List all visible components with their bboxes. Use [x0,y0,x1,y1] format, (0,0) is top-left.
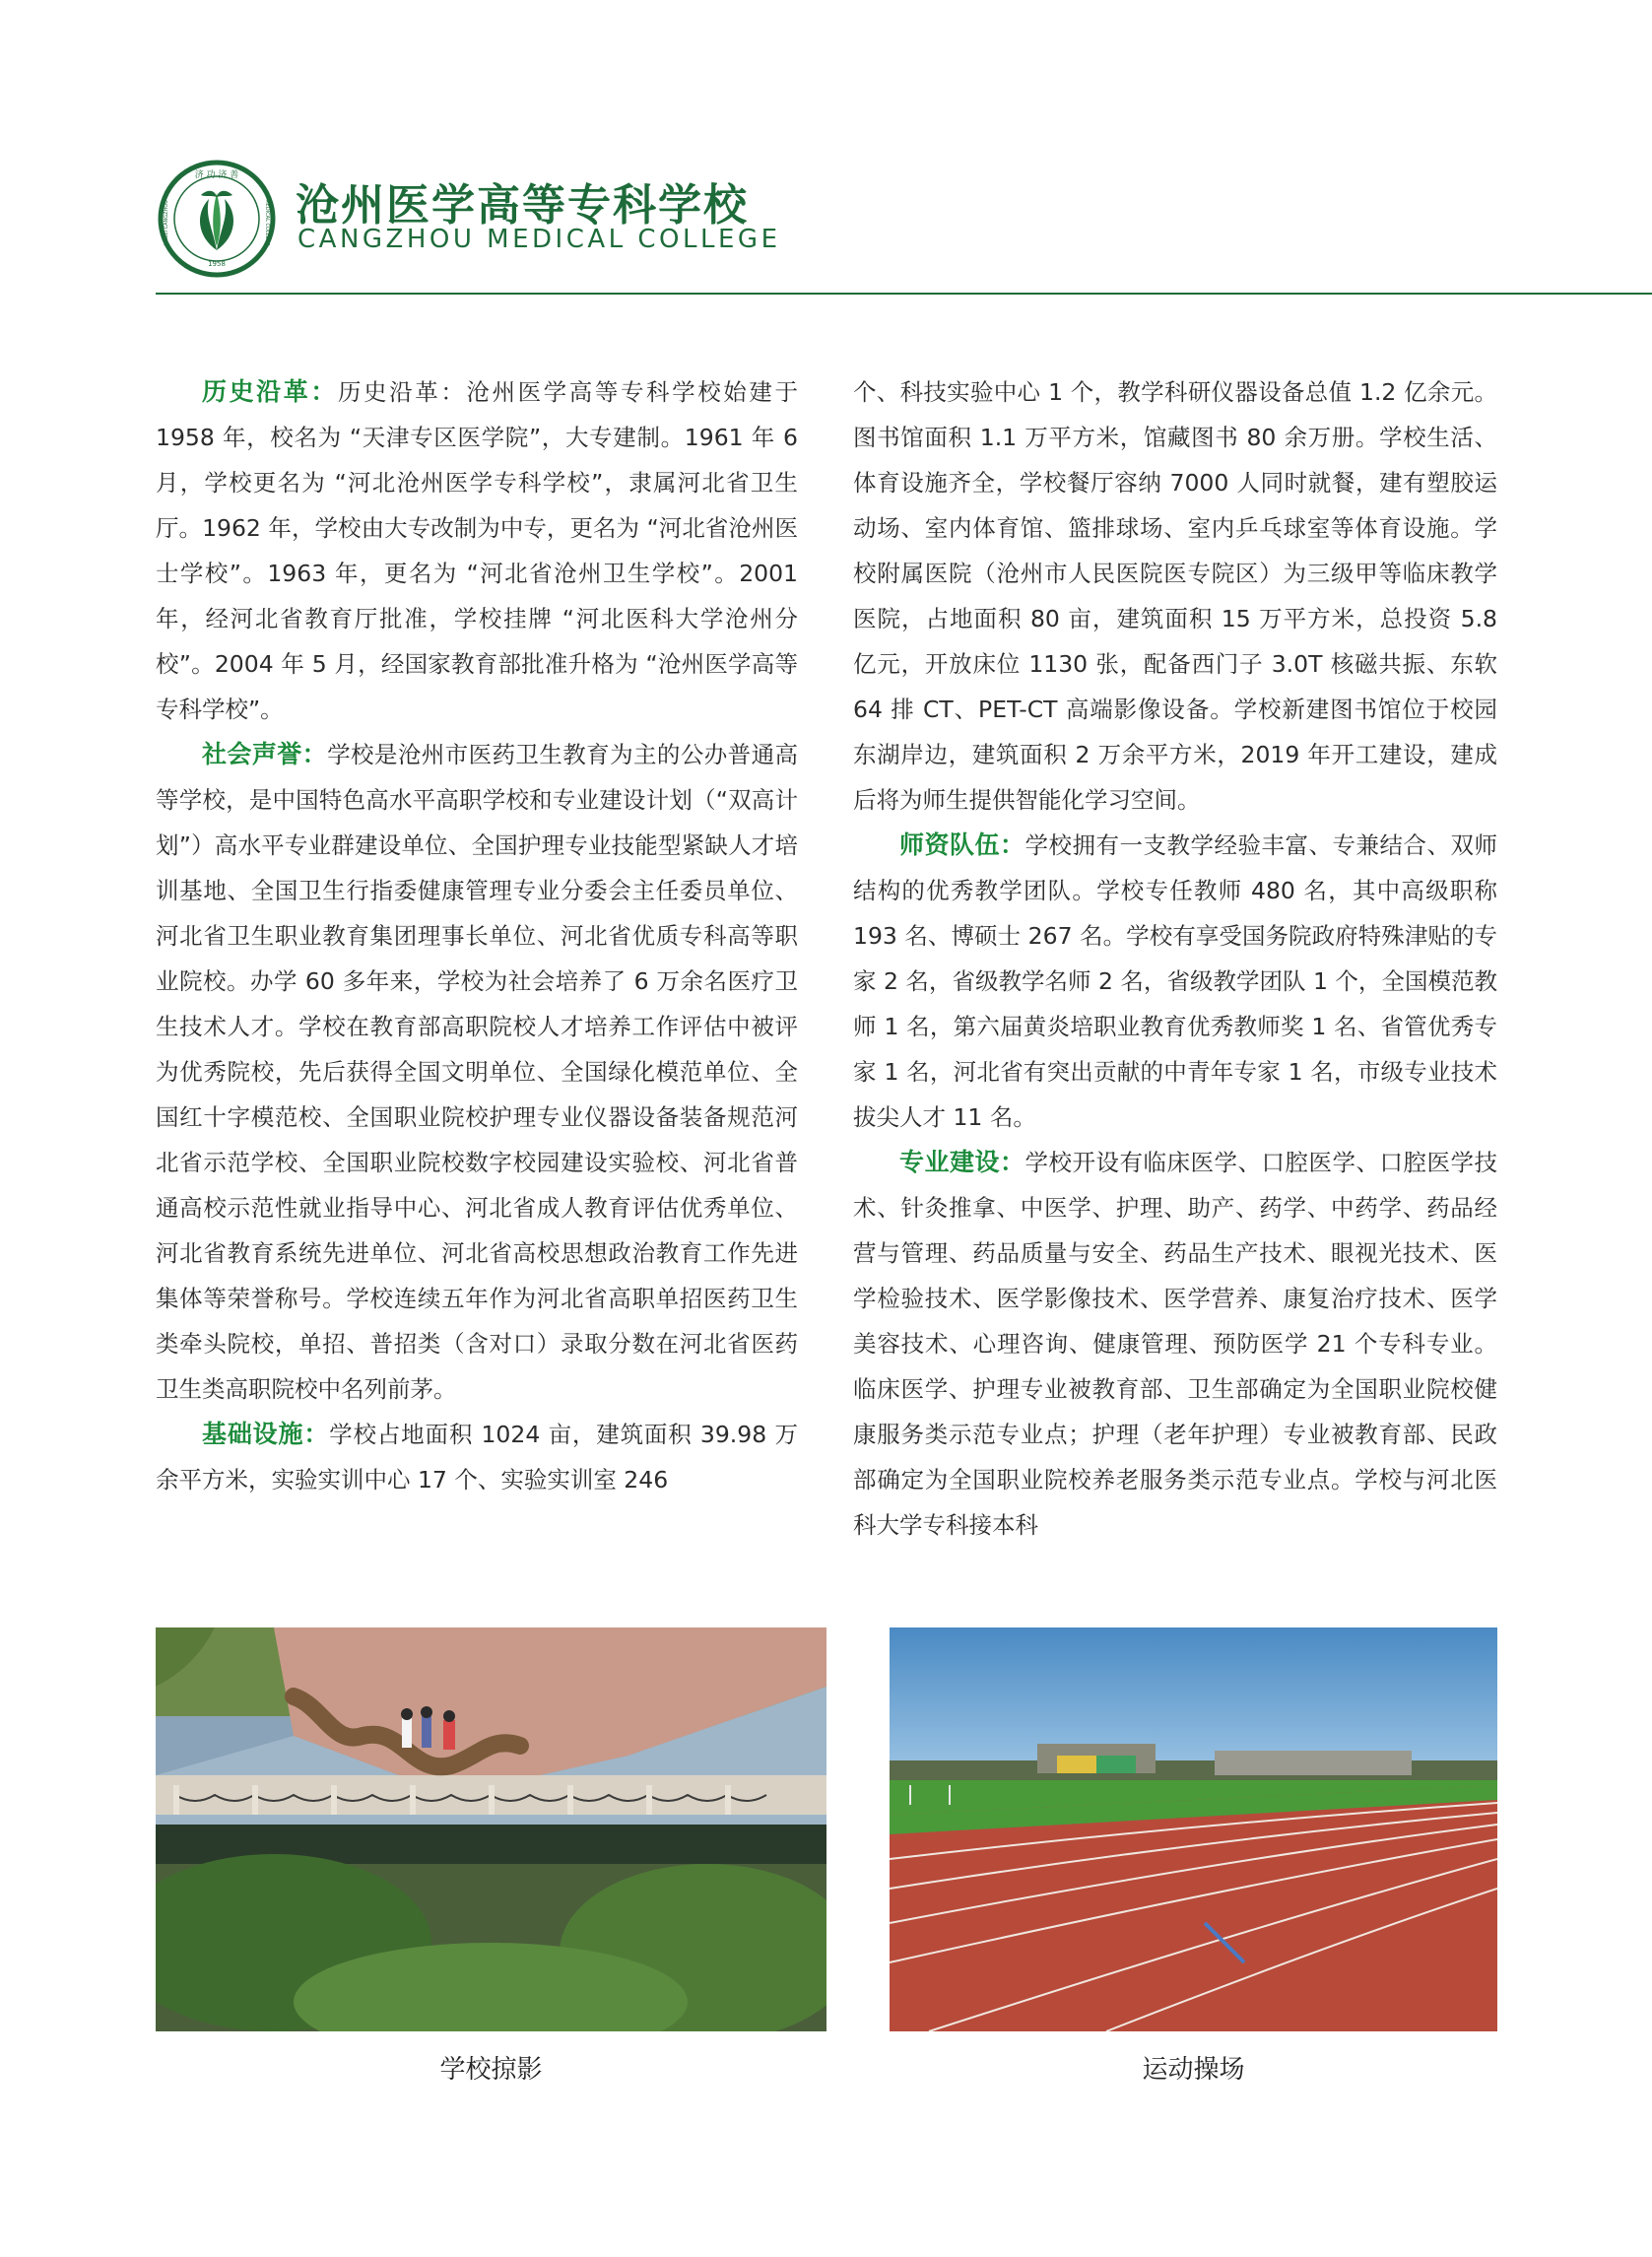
history-text: 历史沿革：沧州医学高等专科学校始建于 1958 年，校名为 “天津专区医学院”，大专建制。1961 年 6 月，学校更名为 “河北沧州医学专科学校”，隶属河北省卫生厅。1962 年，学校由大专改制为中专，更名为 “河北省沧州医士学校”。1963 年，更名为 “河北省沧州卫生学校”。2001 年，经河北省教育厅批准，学校挂牌 “河北医科大学沧州分校”。2004 年 5 月，经国家教育部批准升格为 “沧州医学高等专科学校”。 [156,378,798,723]
faculty-paragraph [853,823,1497,1140]
history-heading: 历史沿革： [202,377,338,406]
facilities-paragraph [156,1412,798,1502]
history-paragraph [156,369,798,732]
page-header [0,0,1652,296]
logo-right-text: MEDICAL COLLEGE [264,199,270,246]
school-name-chinese: 沧州医学高等专科学校 [296,180,749,231]
school-emblem-icon [158,160,276,278]
campus-photo-caption: 学校掠影 [439,2055,543,2085]
logo-year: 1958 [208,260,226,268]
reputation-paragraph [156,732,798,1412]
majors-heading: 专业建设： [899,1148,1025,1176]
majors-paragraph [853,1140,1497,1548]
faculty-heading: 师资队伍： [899,830,1025,859]
facilities-continued-text: 个、科技实验中心 1 个，教学科研仪器设备总值 1.2 亿余元。图书馆面积 1.1 万平方米，馆藏图书 80 余万册。学校生活、体育设施齐全，学校餐厅容纳 7000 人同时就餐，建有塑胶运动场、室内体育馆、篮排球场、室内乒乓球室等体育设施。学校附属医院（沧州市人民医院医专院区）为三级甲等临床教学医院，占地面积 80 亩，建筑面积 15 万平方米，总投资 5.8 亿元，开放床位 1130 张，配备西门子 3.0T 核磁共振、东软 64 排 CT、PET-CT 高端影像设备。学校新建图书馆位于校园东湖岸边，建筑面积 2 万余平方米，2019 年开工建设，建成后将为师生提供智能化学习空间。 [853,378,1497,814]
faculty-text: 学校拥有一支教学经验丰富、专兼结合、双师结构的优秀教学团队。学校专任教师 480 名，其中高级职称 193 名、博硕士 267 名。学校有享受国务院政府特殊津贴的专家 2 名，省级教学名师 2 名，省级教学团队 1 个，全国模范教师 1 名，第六届黄炎培职业教育优秀教师奖 1 名、省管优秀专家 1 名，河北省有突出贡献的中青年专家 1 名，市级专业技术拔尖人才 11 名。 [853,831,1497,1131]
logo-left-text: HEBEI CANGZHOU [164,200,169,245]
school-name-english: CANGZHOU MEDICAL COLLEGE [297,225,781,254]
header-divider [156,293,1652,295]
campus-photo [156,1627,826,2031]
left-text-column [156,369,798,1502]
facilities-text: 学校占地面积 1024 亩，建筑面积 39.98 万余平方米，实验实训中心 17 个、实验实训室 246 [156,1421,798,1494]
facilities-continued-paragraph [853,369,1497,823]
logo-motto: 济 功 济 善 [194,170,239,180]
facilities-heading: 基础设施： [202,1420,330,1448]
track-photo [890,1627,1497,2031]
reputation-text: 学校是沧州市医药卫生教育为主的公办普通高等学校，是中国特色高水平高职学校和专业建设计划（“双高计划”）高水平专业群建设单位、全国护理专业技能型紧缺人才培训基地、全国卫生行指委健康管理专业分委会主任委员单位、河北省卫生职业教育集团理事长单位、河北省优质专科高等职业院校。办学 60 多年来，学校为社会培养了 6 万余名医疗卫生技术人才。学校在教育部高职院校人才培养工作评估中被评为优秀院校，先后获得全国文明单位、全国绿化模范单位、全国红十字模范校、全国职业院校护理专业仪器设备装备规范河北省示范学校、全国职业院校数字校园建设实验校、河北省普通高校示范性就业指导中心、河北省成人教育评估优秀单位、河北省教育系统先进单位、河北省高校思想政治教育工作先进集体等荣誉称号。学校连续五年作为河北省高职单招医药卫生类牵头院校，单招、普招类（含对口）录取分数在河北省医药卫生类高职院校中名列前茅。 [156,741,798,1403]
right-text-column [853,369,1497,1548]
track-photo-caption: 运动操场 [1142,2055,1245,2085]
majors-text: 学校开设有临床医学、口腔医学、口腔医学技术、针灸推拿、中医学、护理、助产、药学、中药学、药品经营与管理、药品质量与安全、药品生产技术、眼视光技术、医学检验技术、医学影像技术、医学营养、康复治疗技术、医学美容技术、心理咨询、健康管理、预防医学 21 个专科专业。临床医学、护理专业被教育部、卫生部确定为全国职业院校健康服务类示范专业点；护理（老年护理）专业被教育部、民政部确定为全国职业院校养老服务类示范专业点。学校与河北医科大学专科接本科 [853,1149,1497,1539]
reputation-heading: 社会声誉： [202,740,328,768]
